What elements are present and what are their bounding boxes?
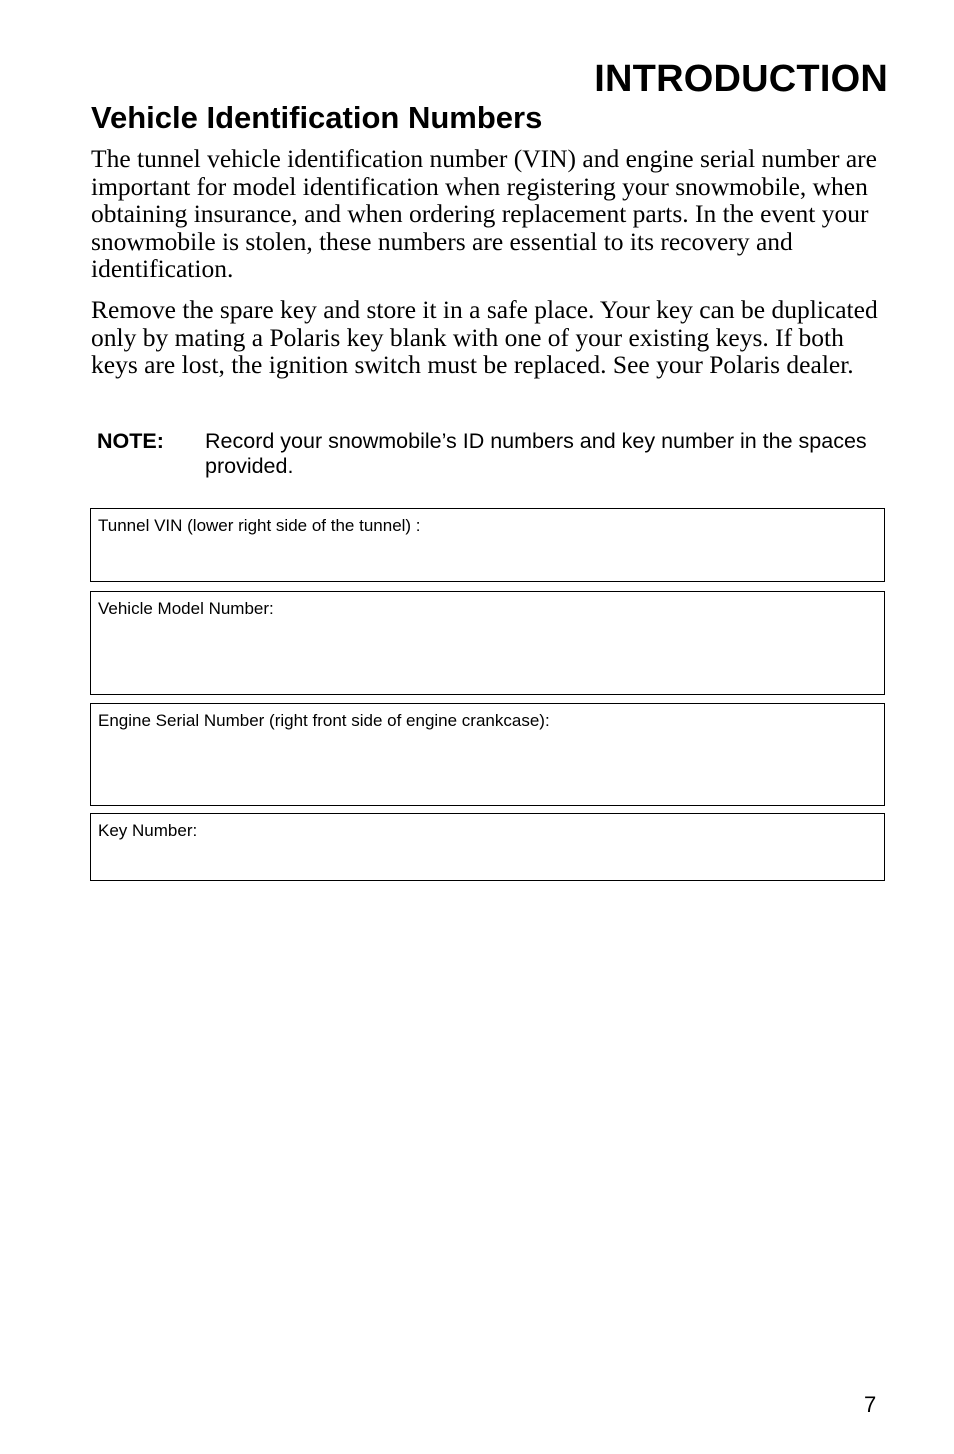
- field-label: Engine Serial Number (right front side of engine crankcase):: [98, 711, 550, 730]
- section-heading: Vehicle Identification Numbers: [91, 100, 543, 135]
- field-label: Tunnel VIN (lower right side of the tunnel) :: [98, 516, 421, 535]
- body-paragraph: The tunnel vehicle identification number (VIN) and engine serial number are important for model identification when registering your snowmobile, when obtaining insurance, and when ordering replacement parts. In the event your snowmobile is stolen, these numbers are essential to its recovery and identification.: [91, 144, 877, 284]
- vehicle-model-number-field: [90, 591, 885, 695]
- body-paragraph: Remove the spare key and store it in a safe place. Your key can be duplicated only by mating a Polaris key blank with one of your existing keys. If both keys are lost, the ignition switch must be replaced. See your Polaris dealer.: [91, 295, 878, 380]
- tunnel-vin-field: [90, 508, 885, 582]
- note-text: Record your snowmobile’s ID numbers and key number in the spaces provided.: [205, 429, 867, 478]
- field-label: Vehicle Model Number:: [98, 599, 274, 618]
- note-block: [97, 429, 887, 479]
- engine-serial-number-field: [90, 703, 885, 806]
- key-number-field: [90, 813, 885, 881]
- page-number: 7: [864, 1392, 877, 1417]
- page-header-title: INTRODUCTION: [594, 58, 888, 100]
- note-label: NOTE:: [97, 429, 164, 453]
- field-label: Key Number:: [98, 821, 198, 840]
